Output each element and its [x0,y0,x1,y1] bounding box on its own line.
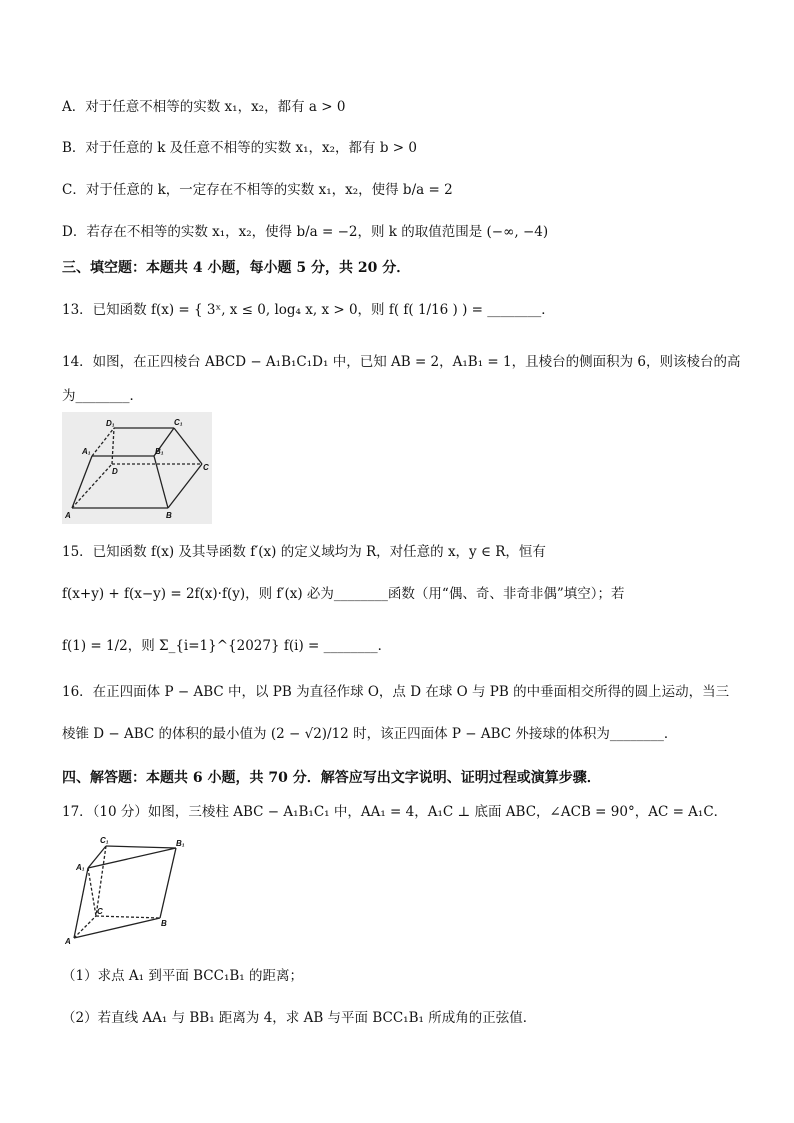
question-16-line2: 棱锥 D − ABC 的体积的最小值为 (2 − √2)/12 时，该正四面体 P − ABC 外接球的体积为________． [62,726,678,742]
question-14-line1: 14．如图，在正四棱台 ABCD − A₁B₁C₁D₁ 中，已知 AB = 2，A₁B₁ = 1，且棱台的侧面积为 6，则该棱台的高 [62,354,741,370]
label-b: B [161,919,167,928]
question-16-line1: 16．在正四面体 P − ABC 中，以 PB 为直径作球 O，点 D 在球 O 与 PB 的中垂面相交所得的圆上运动，当三 [62,684,730,700]
label-b1: B₁ [155,447,164,456]
label-c: C [203,463,209,472]
question-15-line1: 15．已知函数 f(x) 及其导函数 f′(x) 的定义域均为 R，对任意的 x，y ∈ R，恒有 [62,544,546,560]
label-c1: C₁ [174,418,183,427]
question-17-part1: （1）求点 A₁ 到平面 BCC₁B₁ 的距离； [62,968,303,984]
label-a: A [65,937,71,946]
q12-option-b: B．对于任意的 k 及任意不相等的实数 x₁，x₂，都有 b > 0 [62,140,417,156]
frustum-figure [62,412,212,524]
q12-option-a: A．对于任意不相等的实数 x₁，x₂，都有 a > 0 [62,99,346,115]
label-a1: A₁ [82,447,91,456]
label-c1: C₁ [100,836,109,845]
q12-option-c: C．对于任意的 k，一定存在不相等的实数 x₁，x₂，使得 b/a = 2 [62,182,453,198]
question-17-part2: （2）若直线 AA₁ 与 BB₁ 距离为 4，求 AB 与平面 BCC₁B₁ 所成角的正弦值． [62,1010,537,1026]
question-14-line2: 为________． [62,388,143,404]
question-13: 13．已知函数 f(x) = { 3ˣ, x ≤ 0, log₄ x, x > 0，则 f( f( 1/16 ) ) = ________． [62,302,555,318]
label-d1: D₁ [106,419,115,428]
label-d: D [112,467,118,476]
prism-figure [62,834,192,946]
section-fill-blank-heading: 三、填空题：本题共 4 小题，每小题 5 分，共 20 分． [62,260,411,276]
q12-option-d: D．若存在不相等的实数 x₁，x₂，使得 b/a = −2，则 k 的取值范围是 (−∞, −4) [62,224,549,240]
label-a1: A₁ [76,863,85,872]
question-15-line2: f(x+y) + f(x−y) = 2f(x)·f(y)，则 f′(x) 必为________函数（用“偶、奇、非奇非偶”填空）；若 [62,586,625,602]
question-15-line3: f(1) = 1/2，则 Σ_{i=1}^{2027} f(i) = ________． [62,638,392,654]
label-a: A [65,511,71,520]
label-b: B [166,511,172,520]
section-answer-heading: 四、解答题：本题共 6 小题，共 70 分．解答应写出文字说明、证明过程或演算步骤． [62,770,601,786]
label-b1: B₁ [176,839,185,848]
question-17-stem: 17．（10 分）如图，三棱柱 ABC − A₁B₁C₁ 中，AA₁ = 4，A₁C ⊥ 底面 ABC，∠ACB = 90°，AC = A₁C． [62,804,728,820]
label-c: C [97,907,103,916]
